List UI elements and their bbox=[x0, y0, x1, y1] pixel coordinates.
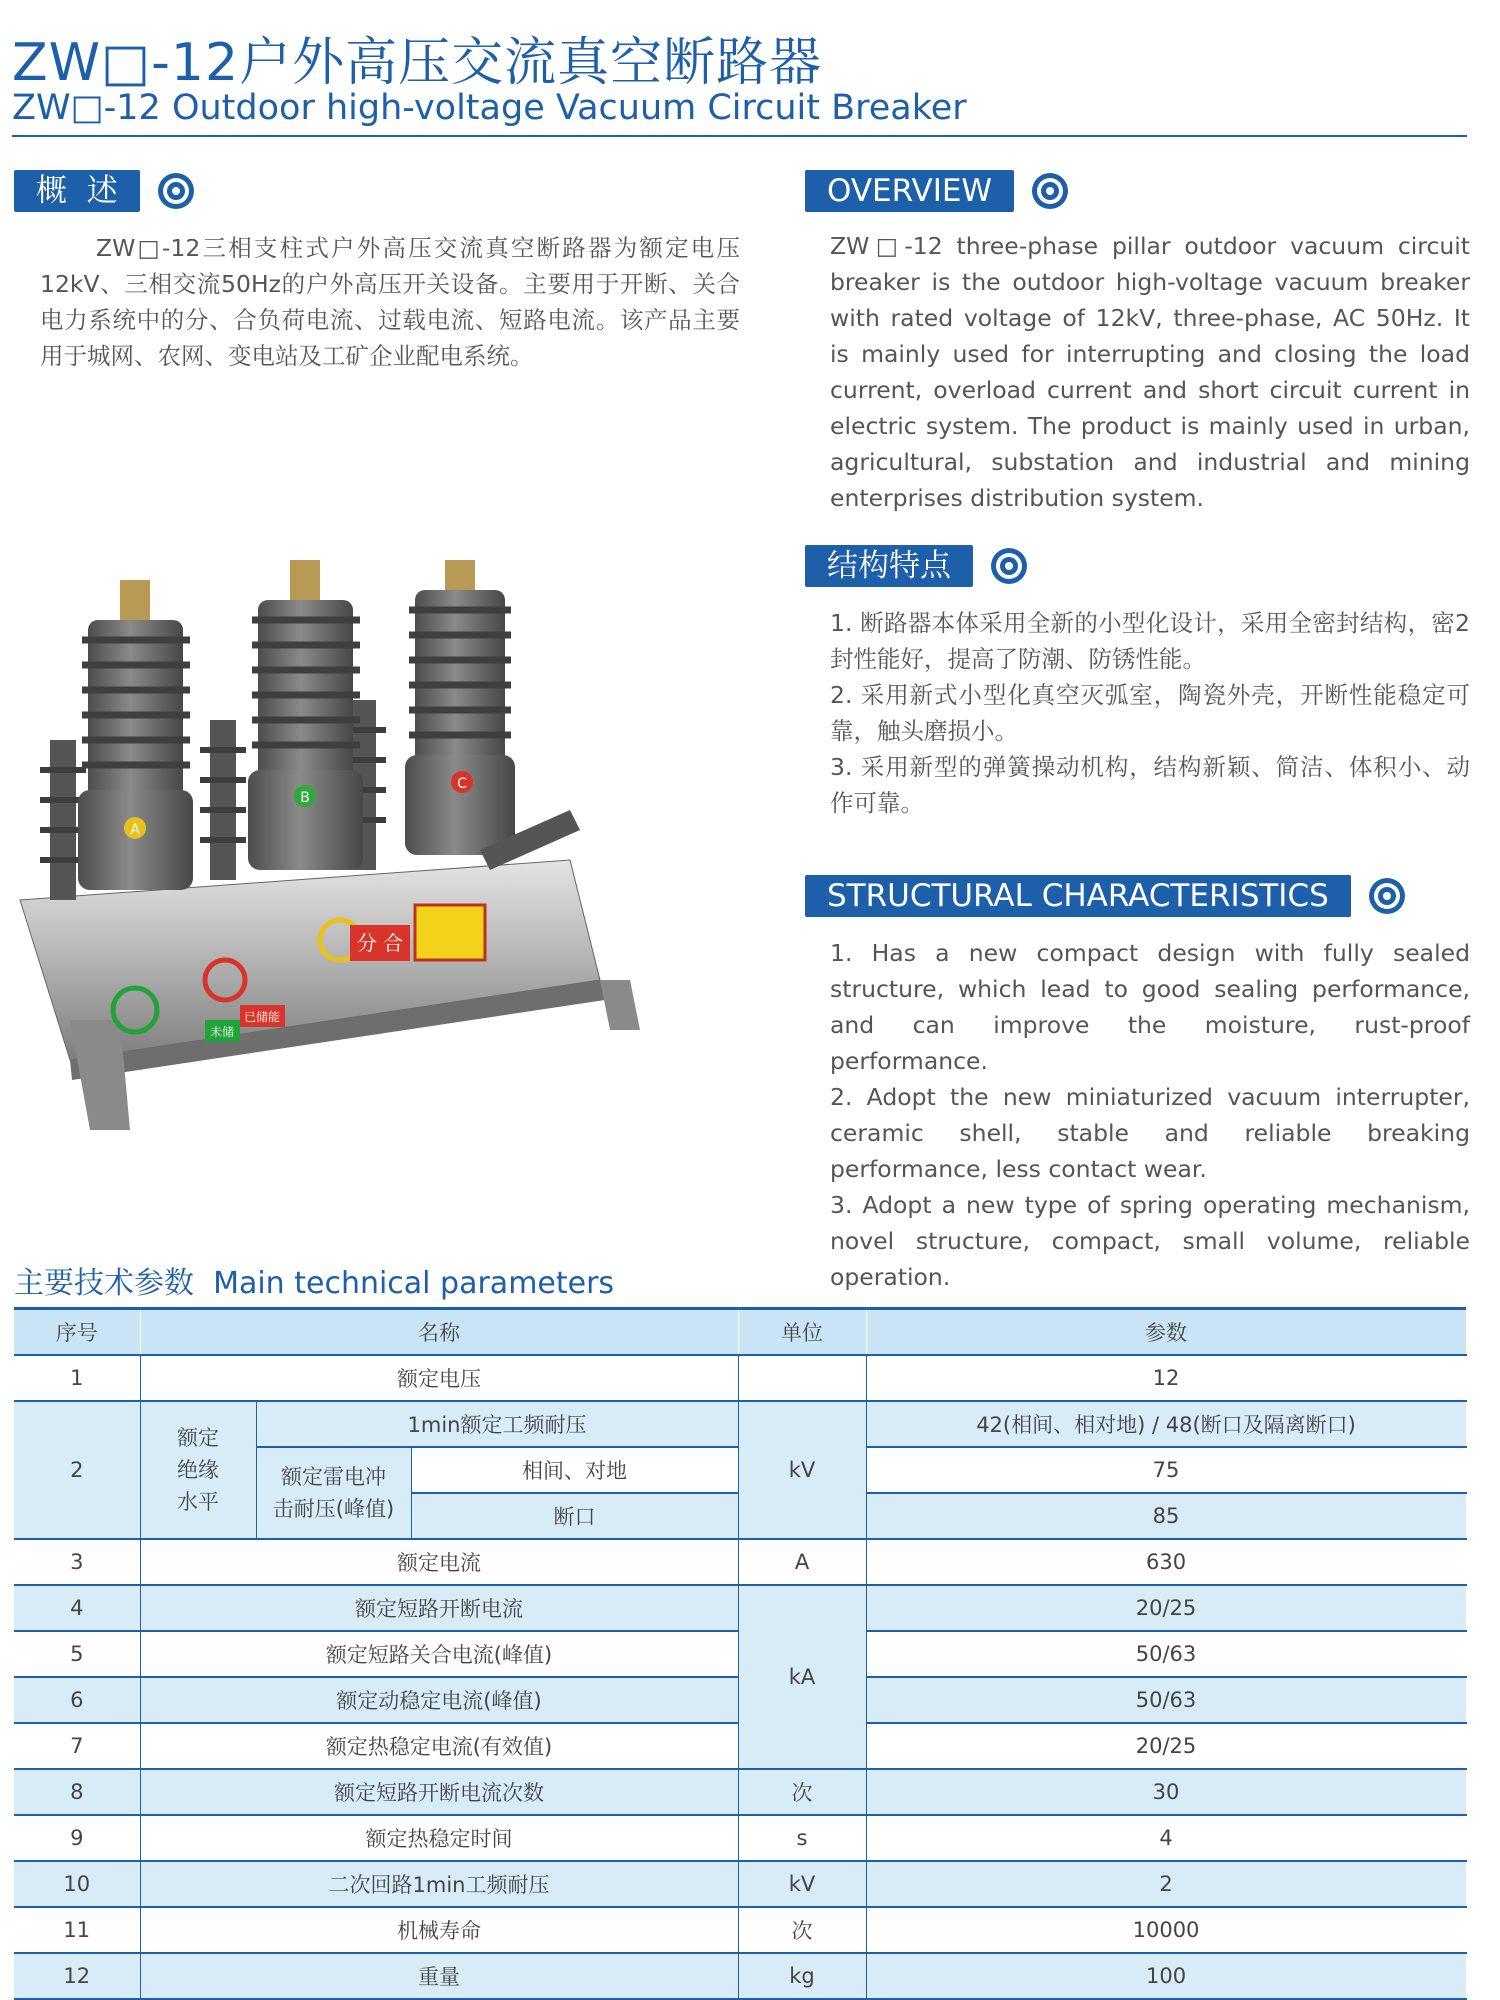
cell-value: 100 bbox=[866, 1953, 1466, 1999]
not-stored-label: 未储 bbox=[209, 1025, 235, 1039]
table-row bbox=[14, 1953, 1466, 1999]
cell-no: 5 bbox=[14, 1631, 140, 1677]
cell-no: 6 bbox=[14, 1677, 140, 1723]
table-row bbox=[14, 1401, 1466, 1447]
cell-name: 额定动稳定电流(峰值) bbox=[140, 1677, 738, 1723]
structure-en-item: 1. Has a new compact design with fully sealed structure, which lead to good sealing performance, and can improve the moisture, rust-proof performance. bbox=[830, 939, 1470, 1075]
header-param: 参数 bbox=[866, 1310, 1466, 1355]
cell-name: 额定短路开断电流次数 bbox=[140, 1769, 738, 1815]
structure-cn-item: 1. 断路器本体采用全新的小型化设计，采用全密封结构，密2封性能好，提高了防潮、防锈性能。 bbox=[830, 609, 1470, 673]
table-row bbox=[14, 1861, 1466, 1907]
header-name: 名称 bbox=[140, 1310, 738, 1355]
cell-value: 12 bbox=[866, 1355, 1466, 1401]
structure-cn-list bbox=[830, 605, 1470, 821]
cell-no: 4 bbox=[14, 1585, 140, 1631]
structure-en-label: STRUCTURAL CHARACTERISTICS bbox=[805, 875, 1351, 917]
page-title-en: ZW□-12 Outdoor high-voltage Vacuum Circuit Breaker bbox=[12, 88, 967, 128]
table-row bbox=[14, 1355, 1466, 1401]
cell-name: 额定电压 bbox=[140, 1355, 738, 1401]
table-row bbox=[14, 1815, 1466, 1861]
cell-no: 11 bbox=[14, 1907, 140, 1953]
cell-unit: kV bbox=[738, 1401, 866, 1539]
table-row bbox=[14, 1769, 1466, 1815]
table-title: 主要技术参数 Main technical parameters bbox=[14, 1266, 615, 1301]
cell-name: 断口 bbox=[411, 1493, 738, 1539]
cell-value: 85 bbox=[866, 1493, 1466, 1539]
cell-unit bbox=[738, 1355, 866, 1401]
overview-en-label: OVERVIEW bbox=[805, 170, 1014, 212]
cell-name: 相间、对地 bbox=[411, 1447, 738, 1493]
structure-cn-item: 3. 采用新型的弹簧操动机构，结构新颖、简洁、体积小、动作可靠。 bbox=[830, 753, 1470, 817]
cell-no: 12 bbox=[14, 1953, 140, 1999]
structure-en-list bbox=[830, 935, 1470, 1295]
cell-value: 75 bbox=[866, 1447, 1466, 1493]
table-row bbox=[14, 1585, 1466, 1631]
page-title-cn: ZW□-12户外高压交流真空断路器 bbox=[12, 33, 823, 93]
overview-en-heading bbox=[805, 170, 1070, 212]
cell-no: 3 bbox=[14, 1539, 140, 1585]
phase-b-label: B bbox=[300, 790, 310, 806]
structure-cn-heading bbox=[805, 545, 1029, 587]
cell-value: 4 bbox=[866, 1815, 1466, 1861]
header-unit: 单位 bbox=[738, 1310, 866, 1355]
overview-cn-heading bbox=[14, 170, 196, 212]
cell-value: 30 bbox=[866, 1769, 1466, 1815]
cell-no: 8 bbox=[14, 1769, 140, 1815]
cell-name: 1min额定工频耐压 bbox=[256, 1401, 738, 1447]
cell-no: 7 bbox=[14, 1723, 140, 1769]
cell-name: 额定短路开断电流 bbox=[140, 1585, 738, 1631]
cell-value: 630 bbox=[866, 1539, 1466, 1585]
circuit-breaker-image bbox=[10, 560, 725, 1160]
cell-unit: kg bbox=[738, 1953, 866, 1999]
overview-en-text: ZW□-12 three-phase pillar outdoor vacuum circuit breaker is the outdoor high-voltage vacuum breaker with rated voltage of 12kV, three-phase, AC 50Hz. It is mainly used for interrupting and closing the load current, overload current and short circuit current in electric system. The product is mainly used in urban, agricultural, substation and industrial and mining enterprises distribution system. bbox=[830, 232, 1470, 512]
cell-value: 20/25 bbox=[866, 1723, 1466, 1769]
structure-en-item: 3. Adopt a new type of spring operating mechanism, novel structure, compact, small volume, reliable operation. bbox=[830, 1191, 1470, 1291]
phase-c-label: C bbox=[457, 776, 467, 792]
cell-name: 机械寿命 bbox=[140, 1907, 738, 1953]
cell-value: 10000 bbox=[866, 1907, 1466, 1953]
cell-name: 额定热稳定时间 bbox=[140, 1815, 738, 1861]
cell-value: 50/63 bbox=[866, 1677, 1466, 1723]
cell-unit: s bbox=[738, 1815, 866, 1861]
cell-name: 额定热稳定电流(有效值) bbox=[140, 1723, 738, 1769]
cell-unit: 次 bbox=[738, 1907, 866, 1953]
cell-unit: kV bbox=[738, 1861, 866, 1907]
structure-en-heading bbox=[805, 875, 1407, 917]
structure-cn-label: 结构特点 bbox=[805, 545, 973, 587]
stored-label: 已储能 bbox=[243, 1010, 281, 1024]
cell-unit: kA bbox=[738, 1585, 866, 1769]
title-divider bbox=[12, 135, 1467, 137]
target-icon bbox=[989, 546, 1029, 586]
cell-value: 50/63 bbox=[866, 1631, 1466, 1677]
target-icon bbox=[156, 171, 196, 211]
cell-name: 额定短路关合电流(峰值) bbox=[140, 1631, 738, 1677]
structure-cn-item: 2. 采用新式小型化真空灭弧室，陶瓷外壳，开断性能稳定可靠，触头磨损小。 bbox=[830, 681, 1470, 745]
cell-name: 额定雷电冲 击耐压(峰值) bbox=[256, 1447, 411, 1539]
cell-unit: A bbox=[738, 1539, 866, 1585]
target-icon bbox=[1367, 876, 1407, 916]
parameters-table bbox=[14, 1310, 1467, 2000]
cell-no: 2 bbox=[14, 1401, 140, 1539]
cell-no: 10 bbox=[14, 1861, 140, 1907]
target-icon bbox=[1030, 171, 1070, 211]
table-header-row bbox=[14, 1310, 1466, 1355]
cell-value: 42(相间、相对地) / 48(断口及隔离断口) bbox=[866, 1401, 1466, 1447]
cell-unit: 次 bbox=[738, 1769, 866, 1815]
cell-name: 额定电流 bbox=[140, 1539, 738, 1585]
phase-a-label: A bbox=[130, 822, 140, 838]
open-close-label: 分 合 bbox=[356, 931, 404, 955]
table-row bbox=[14, 1907, 1466, 1953]
cell-value: 2 bbox=[866, 1861, 1466, 1907]
table-row bbox=[14, 1539, 1466, 1585]
cell-name: 重量 bbox=[140, 1953, 738, 1999]
cell-name: 二次回路1min工频耐压 bbox=[140, 1861, 738, 1907]
overview-cn-text: ZW□-12三相支柱式户外高压交流真空断路器为额定电压12kV、三相交流50Hz的户外高压开关设备。主要用于开断、关合电力系统中的分、合负荷电流、过载电流、短路电流。该产品主要用于城网、农网、变电站及工矿企业配电系统。 bbox=[40, 234, 740, 370]
cell-value: 20/25 bbox=[866, 1585, 1466, 1631]
cell-no: 1 bbox=[14, 1355, 140, 1401]
cell-group: 额定 绝缘 水平 bbox=[140, 1401, 256, 1539]
overview-cn-label: 概 述 bbox=[14, 170, 140, 212]
cell-no: 9 bbox=[14, 1815, 140, 1861]
header-no: 序号 bbox=[14, 1310, 140, 1355]
structure-en-item: 2. Adopt the new miniaturized vacuum interrupter, ceramic shell, stable and reliable breaking performance, less contact wear. bbox=[830, 1083, 1470, 1183]
